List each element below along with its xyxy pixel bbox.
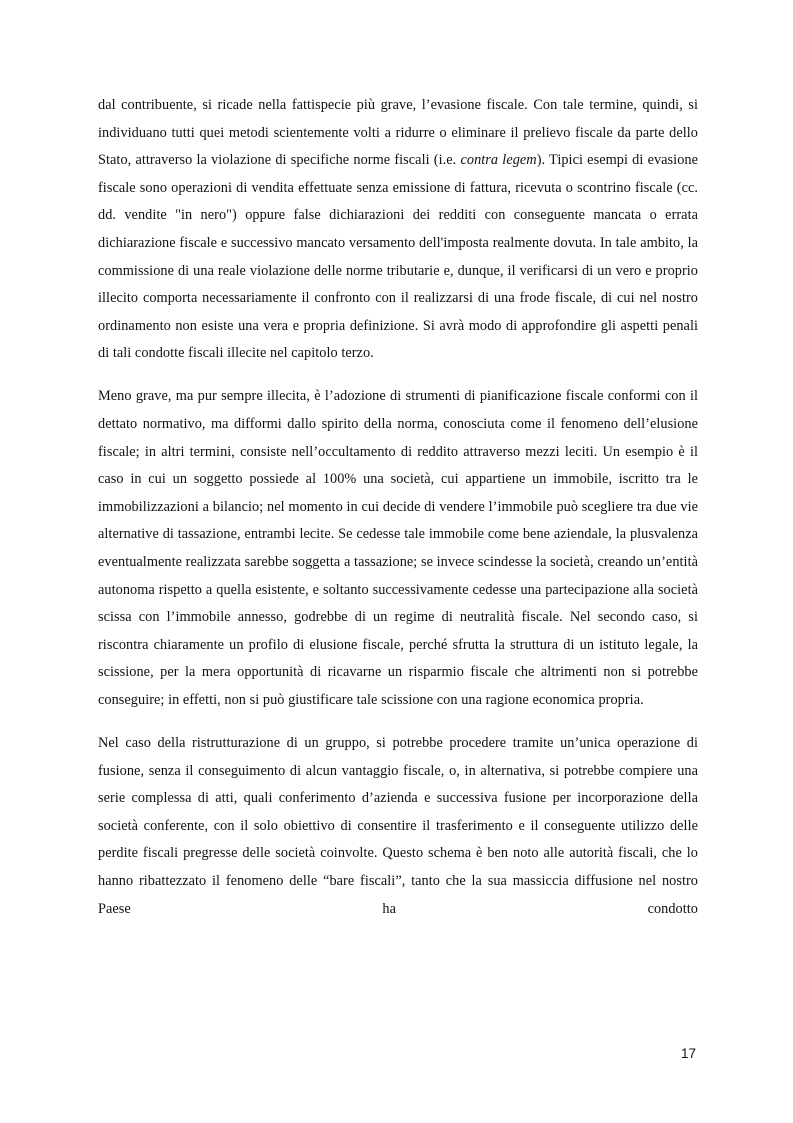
paragraph-evasione [98,92,698,368]
body-text [98,92,698,939]
paragraph-elusione: Meno grave, ma pur sempre illecita, è l’adozione di strumenti di pianificazione fiscale conformi con il dettato normativo, ma difformi dallo spirito della norma, conosciuta come il fenomeno dell’elusione fiscale; in altri termini, consiste nell’occultamento di reddito attraverso mezzi leciti. Un esempio è il caso in cui un soggetto possiede al 100% una società, cui appartiene un immobile, iscritto tra le immobilizzazioni a bilancio; nel momento in cui decide di vendere l’immobile può scegliere tra due vie alternative di tassazione, entrambi lecite. Se cedesse tale immobile come bene aziendale, la plusvalenza eventualmente realizzata sarebbe soggetta a tassazione; se invece scindesse la società, creando un’entità autonoma rispetto a quella esistente, e soltanto successivamente cedesse una partecipazione alla società scissa con l’immobile annesso, godrebbe di un regime di neutralità fiscale. Nel secondo caso, si riscontra chiaramente un profilo di elusione fiscale, perché sfrutta la struttura di un istituto legale, la scissione, per la mera opportunità di ricavarne un risparmio fiscale che altrimenti non si potrebbe conseguire; in effetti, non si può giustificare tale scissione con una ragione economica propria. [98,388,698,708]
page-number: 17 [680,1046,696,1061]
paragraph-ristrutturazione: Nel caso della ristrutturazione di un gruppo, si potrebbe procedere tramite un’unica operazione di fusione, senza il conseguimento di alcun vantaggio fiscale, o, in alternativa, si potrebbe compiere una serie complessa di atti, quali conferimento d’azienda e successiva fusione per incorporazione della società conferente, con il solo obiettivo di consentire il trasferimento e il conseguente utilizzo delle perdite fiscali pregresse delle società coinvolte. Questo schema è ben noto alle autorità fiscali, che lo hanno ribattezzato il fenomeno delle “bare fiscali”, tanto che la sua massiccia diffusione nel nostro Paese ha condotto [98,735,698,917]
latin-term-contra-legem: contra legem [460,152,537,169]
paragraph-evasione-part-2: ). Tipici esempi di evasione fiscale sono operazioni di vendita effettuate senza emissione di fattura, ricevuta o scontrino fiscale (cc. dd. vendite "in nero") oppure false dichiarazioni dei redditi con conseguente mancata o errata dichiarazione fiscale e successivo mancato versamento dell'imposta realmente dovuta. In tale ambito, la commissione di una reale violazione delle norme tributarie e, dunque, il verificarsi di un vero e proprio illecito comporta necessariamente il confronto con il realizzarsi di una frode fiscale, di cui nel nostro ordinamento non esiste una vera e propria definizione. Si avrà modo di approfondire gli aspetti penali di tali condotte fiscali illecite nel capitolo terzo. [98,152,698,362]
paragraph-evasione-part-1: dal contribuente, si ricade nella fattispecie più grave, l’evasione fiscale. Con tale termine, quindi, si individuano tutti quei metodi scientemente volti a ridurre o eliminare il prelievo fiscale da parte dello Stato, attraverso la violazione di specifiche norme fiscali (i.e. [98,97,698,169]
